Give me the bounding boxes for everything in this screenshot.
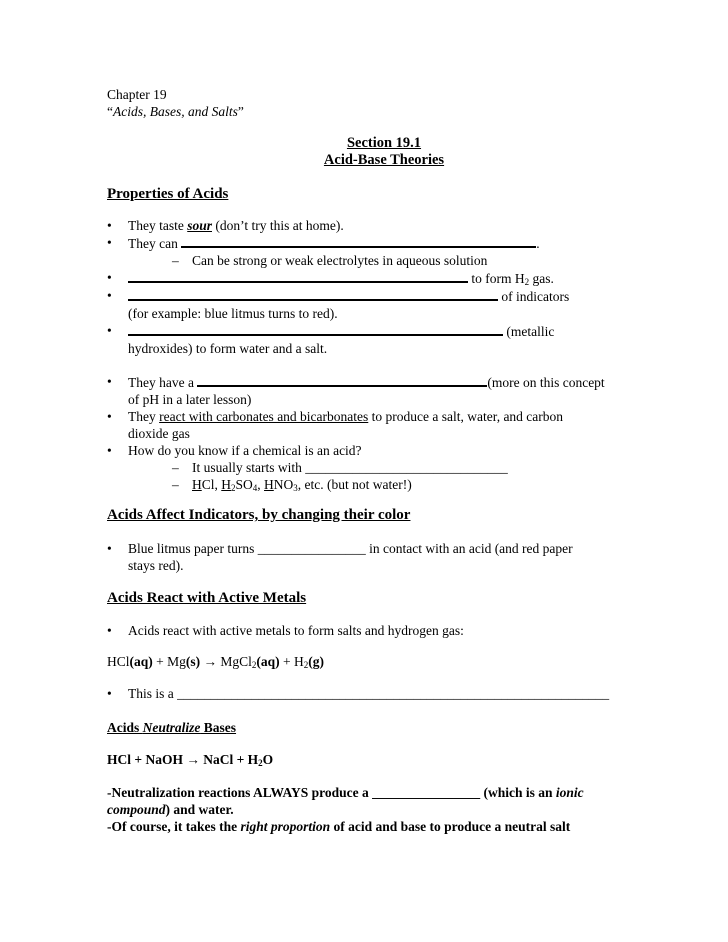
bullet-indicators [107, 287, 627, 305]
bullet-indicators-cont: (for example: blue litmus turns to red). [128, 306, 338, 321]
bullet-metallic-text: (metallic [503, 324, 555, 339]
blank-h2[interactable] [128, 269, 468, 283]
bullet-know-acid: • How do you know if a chemical is an acid? [107, 442, 627, 459]
blank-can[interactable] [181, 234, 536, 248]
sub-examples [107, 476, 627, 493]
neutralize-para1-cont [107, 801, 627, 818]
neutralize-equation [107, 751, 627, 768]
worksheet-page [107, 86, 627, 835]
subscript: 2 [231, 483, 236, 493]
neut-eq-a: HCl + NaOH → NaCl + H [107, 752, 259, 767]
bullet-ph-pre: They have a [128, 375, 198, 390]
metals-equation [107, 653, 627, 670]
blank-indicators[interactable] [128, 287, 498, 301]
properties-heading: Properties of Acids [107, 186, 229, 202]
blank-metallic[interactable] [128, 322, 503, 336]
sour-word: sour [187, 218, 212, 233]
sub-electrolytes-text: Can be strong or weak electrolytes in aqueous solution [192, 253, 488, 268]
bullet-litmus-cont: stays red). [128, 558, 184, 573]
h2-subscript: 2 [524, 277, 530, 287]
p1-compound: compound [107, 802, 166, 817]
neutralize-heading-a: Acids [107, 720, 143, 735]
bullet-carbonates-pre: They [128, 409, 160, 424]
comma: , [257, 477, 265, 492]
eq-state: (aq) [129, 654, 153, 669]
bullet-carbonates-post: to produce a salt, water, and carbon [368, 409, 564, 424]
sub-examples-text [172, 476, 412, 493]
dash-icon: – [172, 460, 179, 475]
p2-a: -Of course, it takes the [107, 819, 241, 834]
bullet-taste-post: (don’t try this at home). [212, 218, 344, 233]
dash-icon: – [172, 253, 179, 268]
dash-icon: – [172, 477, 179, 492]
neut-eq-c: O [262, 752, 274, 767]
eq-h: + H [279, 654, 304, 669]
neutralize-heading [107, 719, 627, 736]
p1-ionic: ionic [555, 785, 584, 800]
eq-state: (aq) [256, 654, 280, 669]
eq-state: (g) [308, 654, 325, 669]
so-text: SO [235, 477, 253, 492]
sub-starts-with-text: It usually starts with ______________________________ [192, 460, 508, 475]
neutralize-para1 [107, 784, 627, 801]
hcl-rest: Cl, [201, 477, 222, 492]
bullet-metallic-cont: hydroxides) to form water and a salt. [128, 341, 328, 356]
bullet-indicators-text: of indicators [498, 289, 570, 304]
bullet-carbonates [107, 408, 627, 425]
metals-heading: Acids React with Active Metals [107, 590, 307, 606]
bullet-can [107, 234, 627, 252]
bullet-taste-pre: They taste [128, 218, 188, 233]
no-text: NO [273, 477, 294, 492]
subscript: 2 [258, 758, 263, 768]
eq-hcl: HCl [107, 654, 130, 669]
bullet-this-is: • This is a ________________________________________________________________ [107, 685, 627, 702]
h-underlined: H [221, 477, 232, 492]
eq-mg: + Mg [152, 654, 186, 669]
bullet-ph [107, 373, 627, 391]
section-title: Acid-Base Theories [323, 152, 445, 168]
bullet-carbonates-cont: dioxide gas [128, 426, 190, 441]
subscript: 4 [252, 483, 258, 493]
bullet-ph-post: (more on this concept [487, 375, 605, 390]
neutralize-heading-c: Bases [200, 720, 237, 735]
chapter-subtitle-text: Acids, Bases, and Salts [113, 104, 238, 119]
bullet-taste [107, 217, 627, 234]
carbonates-underlined: react with carbonates and bicarbonates [159, 409, 369, 424]
bullet-can-post: . [536, 236, 540, 251]
indicators-heading: Acids Affect Indicators, by changing their color [107, 507, 411, 523]
p2-right-proportion: right proportion [240, 819, 331, 834]
subscript: 3 [293, 483, 298, 493]
bullet-metallic [107, 322, 627, 340]
neutralize-para2 [107, 818, 627, 835]
bullet-h2-text: to form H [468, 271, 525, 286]
section-number: Section 19.1 [346, 135, 422, 151]
p1-end: ) and water. [165, 802, 234, 817]
p2-c: of acid and base to produce a neutral salt [330, 819, 571, 834]
eq-state: (s) [185, 654, 201, 669]
sub-electrolytes [107, 252, 627, 269]
bullet-h2-end: gas. [529, 271, 554, 286]
bullet-metals: • Acids react with active metals to form salts and hydrogen gas: [107, 622, 627, 639]
h-underlined: H [192, 477, 202, 492]
sub-starts-with [107, 459, 627, 476]
blank-ph[interactable] [197, 373, 487, 387]
subscript: 2 [303, 660, 309, 670]
bullet-can-pre: They can [128, 236, 182, 251]
examples-end: , etc. (but not water!) [297, 477, 412, 492]
eq-mgcl: → MgCl [200, 654, 252, 669]
h-underlined: H [264, 477, 274, 492]
neutralize-heading-b: Neutralize [142, 720, 201, 735]
chapter-label: Chapter 19 [107, 87, 167, 102]
bullet-litmus: • Blue litmus paper turns ________________ in contact with an acid (and red paper [107, 540, 627, 557]
p1-a: -Neutralization reactions ALWAYS produce a ________________ (which is an [107, 785, 556, 800]
bullet-ph-cont: of pH in a later lesson) [128, 392, 252, 407]
subscript: 2 [251, 660, 257, 670]
chapter-subtitle: “Acids, Bases, and Salts” [107, 104, 244, 119]
bullet-h2 [107, 269, 627, 287]
